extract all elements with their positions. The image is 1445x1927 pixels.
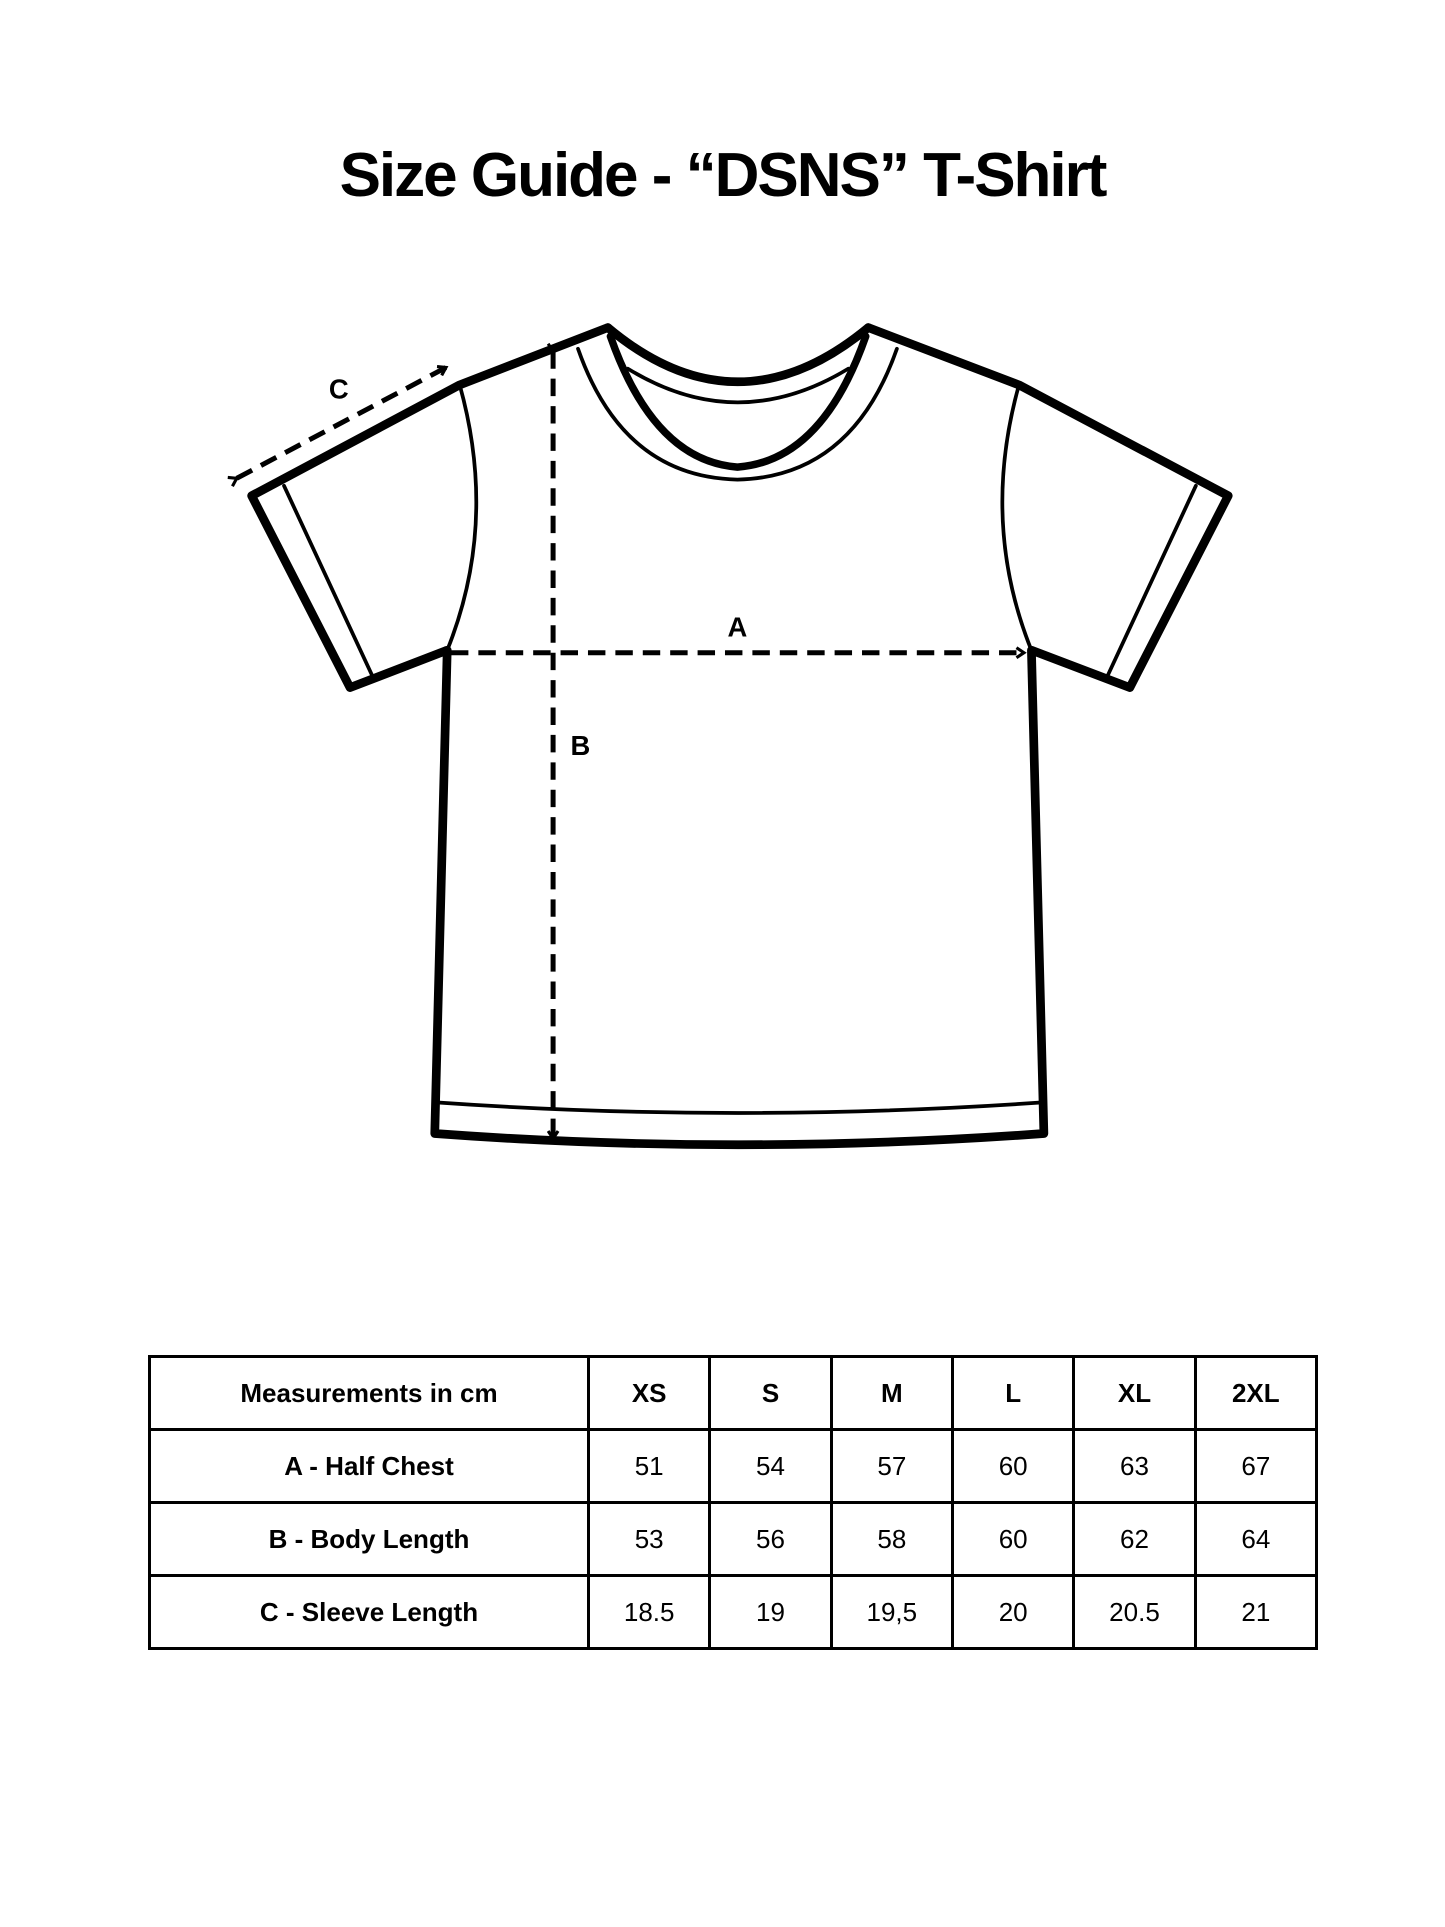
- table-cell: 21: [1195, 1576, 1316, 1649]
- table-cell: 60: [952, 1503, 1073, 1576]
- table-cell: 19,5: [831, 1576, 952, 1649]
- table-cell: 58: [831, 1503, 952, 1576]
- table-row: [150, 1503, 1317, 1576]
- header-cell-s: S: [710, 1357, 831, 1430]
- table-header-row: [150, 1357, 1317, 1430]
- table-cell: 64: [1195, 1503, 1316, 1576]
- table-row: [150, 1430, 1317, 1503]
- table-cell: 54: [710, 1430, 831, 1503]
- table-cell: 53: [589, 1503, 710, 1576]
- label-c: C: [328, 373, 349, 405]
- table-cell: 20.5: [1074, 1576, 1195, 1649]
- table-cell: 57: [831, 1430, 952, 1503]
- header-cell-2xl: 2XL: [1195, 1357, 1316, 1430]
- table-cell: 18.5: [589, 1576, 710, 1649]
- table-cell: 20: [952, 1576, 1073, 1649]
- shirt-outline: [252, 328, 1229, 1145]
- label-a: A: [727, 611, 748, 643]
- table-cell: 67: [1195, 1430, 1316, 1503]
- table-cell: 51: [589, 1430, 710, 1503]
- header-cell: Measurements in cm: [150, 1357, 589, 1430]
- table-cell: 62: [1074, 1503, 1195, 1576]
- table-cell: 60: [952, 1430, 1073, 1503]
- table-row: [150, 1576, 1317, 1649]
- row-label: C - Sleeve Length: [150, 1576, 589, 1649]
- label-b: B: [570, 729, 591, 761]
- size-table: [148, 1355, 1318, 1650]
- page-title: Size Guide - “DSNS” T-Shirt: [339, 141, 1106, 210]
- header-cell-l: L: [952, 1357, 1073, 1430]
- header-cell-m: M: [831, 1357, 952, 1430]
- measurement-arrows: [237, 351, 1024, 1138]
- header-cell-xs: XS: [589, 1357, 710, 1430]
- table-cell: 19: [710, 1576, 831, 1649]
- table-cell: 56: [710, 1503, 831, 1576]
- header-cell-xl: XL: [1074, 1357, 1195, 1430]
- table-cell: 63: [1074, 1430, 1195, 1503]
- row-label: A - Half Chest: [150, 1430, 589, 1503]
- row-label: B - Body Length: [150, 1503, 589, 1576]
